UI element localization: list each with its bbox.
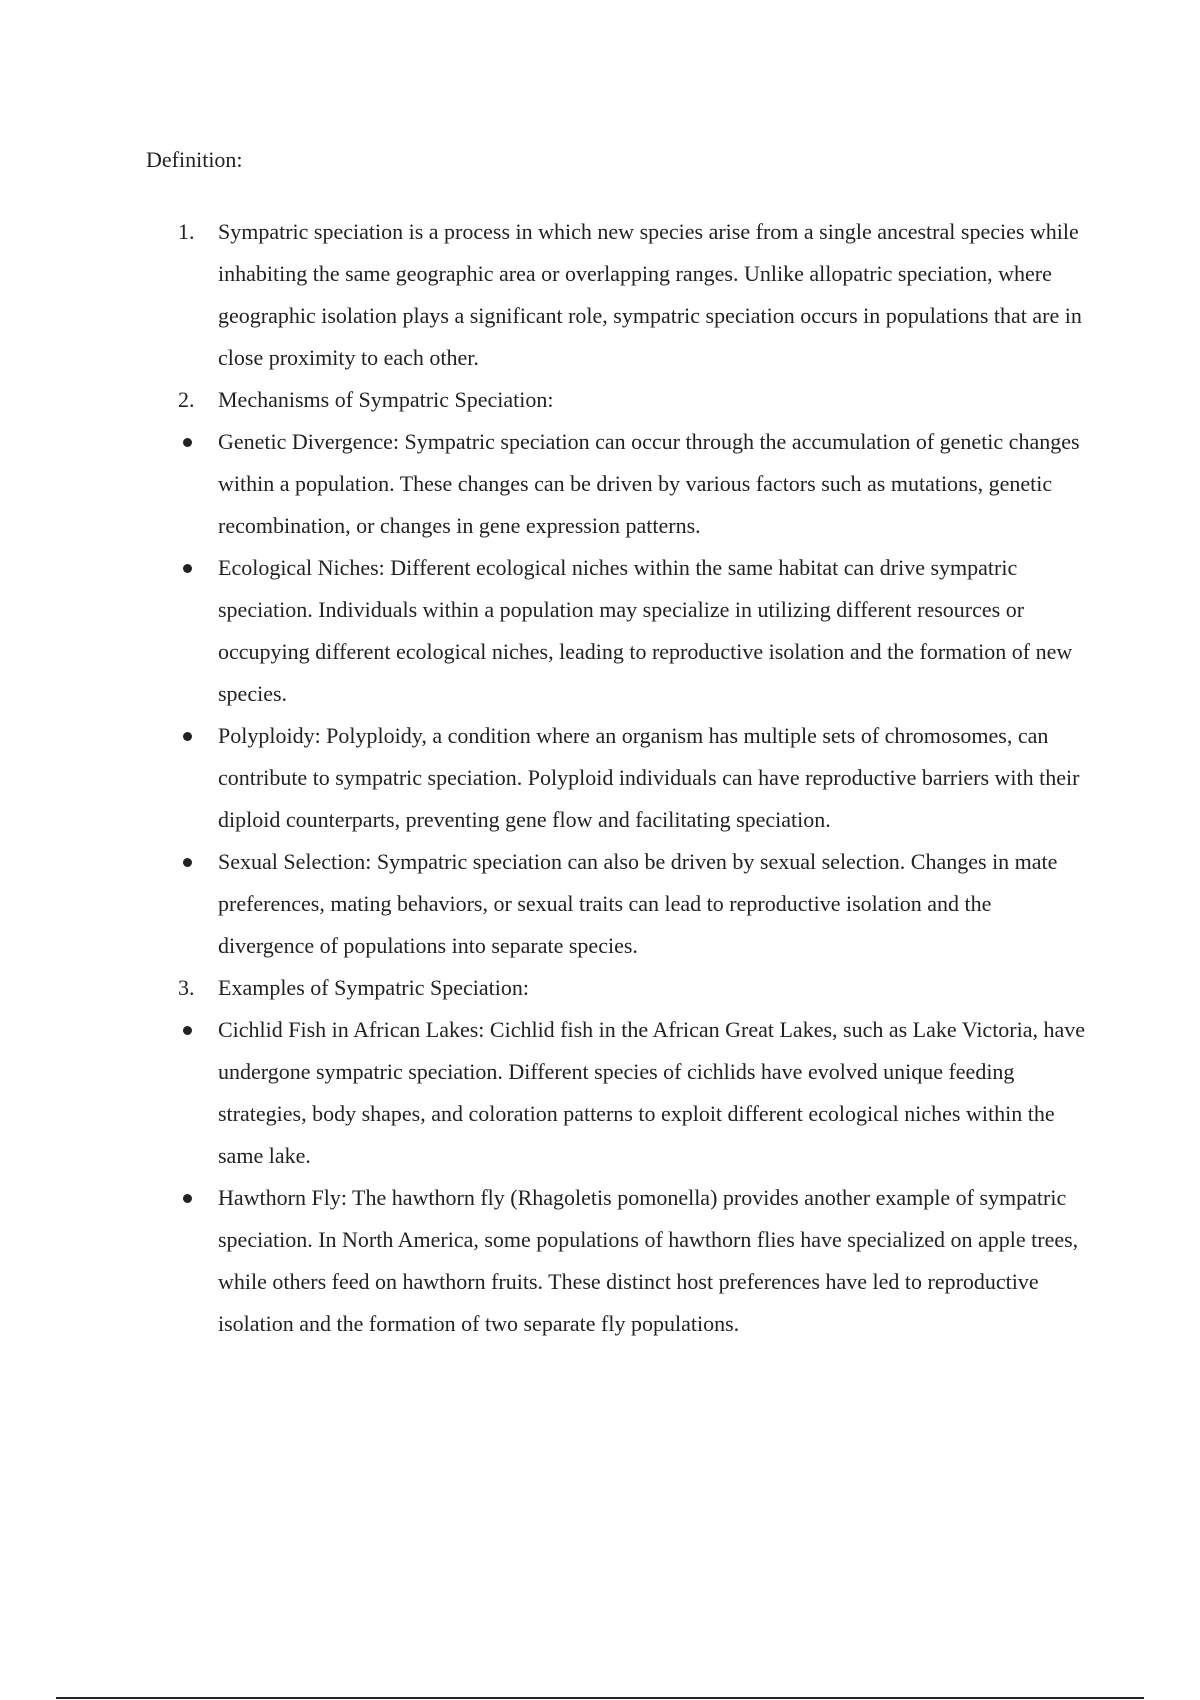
list-item-text: Sexual Selection: Sympatric speciation can also be driven by sexual selection. Changes in mate preferences, mating behaviors, or sexual traits can lead to reproductive isolation and the divergence of populations into separate species. — [218, 849, 1058, 958]
bullet-icon — [183, 1026, 192, 1035]
bullet-icon — [183, 732, 192, 741]
list-item-bullet-ecological-niches — [0, 547, 1088, 715]
list-number: 2. — [178, 387, 195, 412]
list-item-bullet-hawthorn-fly — [0, 1177, 1088, 1345]
definition-heading: Definition: — [146, 147, 243, 172]
list-item-text: Examples of Sympatric Speciation: — [218, 975, 529, 1000]
list-item-text: Mechanisms of Sympatric Speciation: — [218, 387, 554, 412]
bullet-icon — [183, 564, 192, 573]
page-bottom-divider — [56, 1697, 1144, 1699]
list-item-bullet-sexual-selection — [0, 841, 1088, 967]
list-item-bullet-polyploidy — [0, 715, 1088, 841]
list-item-numbered-1 — [0, 211, 1088, 379]
list-item-bullet-cichlid-fish — [0, 1009, 1088, 1177]
bullet-icon — [183, 1194, 192, 1203]
list-item-text: Genetic Divergence: Sympatric speciation can occur through the accumulation of genetic changes within a population. These changes can be driven by various factors such as mutations, genetic recombination, or changes in gene expression patterns. — [218, 429, 1080, 538]
bullet-icon — [183, 438, 192, 447]
list-item-bullet-genetic-divergence — [0, 421, 1088, 547]
list-item-text: Sympatric speciation is a process in which new species arise from a single ancestral species while inhabiting the same geographic area or overlapping ranges. Unlike allopatric speciation, where geographic isolation plays a significant role, sympatric speciation occurs in populations that are in close proximity to each other. — [218, 219, 1082, 370]
list-item-text: Cichlid Fish in African Lakes: Cichlid fish in the African Great Lakes, such as Lake Victoria, have undergone sympatric speciation. Different species of cichlids have evolved unique feeding strategies, body shapes, and coloration patterns to exploit different ecological niches within the same lake. — [218, 1017, 1086, 1168]
list-item-text: Hawthorn Fly: The hawthorn fly (Rhagoletis pomonella) provides another example of sympatric speciation. In North America, some populations of hawthorn flies have specialized on apple trees, while others feed on hawthorn fruits. These distinct host preferences have led to reproductive isolation and the formation of two separate fly populations. — [218, 1185, 1079, 1336]
list-item-text: Ecological Niches: Different ecological niches within the same habitat can drive sympatric speciation. Individuals within a population may specialize in utilizing different resources or occupying different ecological niches, leading to reproductive isolation and the formation of new species. — [218, 555, 1073, 706]
bullet-icon — [183, 858, 192, 867]
list-number: 1. — [178, 219, 195, 244]
list-item-numbered-2 — [0, 379, 1088, 421]
list-item-text: Polyploidy: Polyploidy, a condition where an organism has multiple sets of chromosomes, can contribute to sympatric speciation. Polyploid individuals can have reproductive barriers with their diploid counterparts, preventing gene flow and facilitating speciation. — [218, 723, 1080, 832]
list-item-numbered-3 — [0, 967, 1088, 1009]
speciation-list — [0, 211, 1200, 1345]
list-number: 3. — [178, 975, 195, 1000]
